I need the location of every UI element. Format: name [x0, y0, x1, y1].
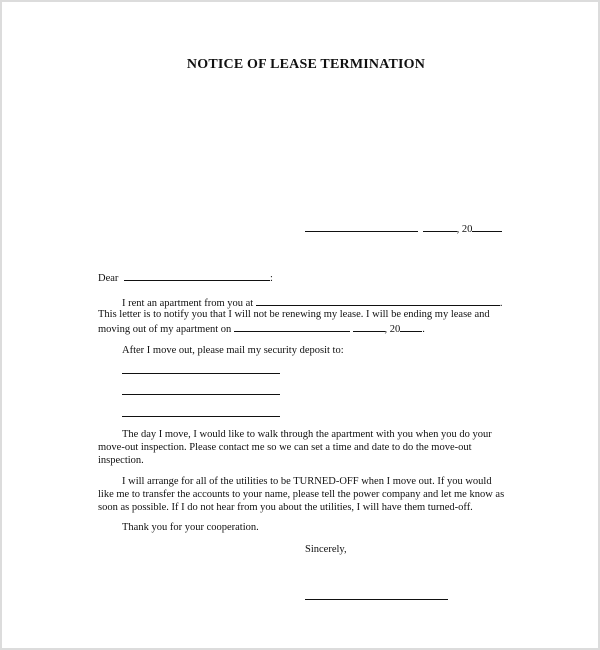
paragraph-1-line-3 — [98, 321, 425, 336]
paragraph-4-line-2: like me to transfer the accounts to your name, please tell the power company and let me know as — [98, 489, 505, 500]
address-blank[interactable] — [256, 295, 500, 306]
paragraph-3-line-1: The day I move, I would like to walk through the apartment with you when you do your — [122, 429, 492, 440]
salutation-label: Dear — [98, 273, 119, 284]
paragraph-4-line-1: I will arrange for all of the utilities to be TURNED-OFF when I move out. If you would — [122, 476, 492, 487]
move-out-year-blank[interactable] — [400, 321, 422, 332]
paragraph-3-line-2: move-out inspection. Please contact me so we can set a time and date to do the move-out — [98, 442, 472, 453]
date-line — [305, 221, 502, 236]
date-year-blank[interactable] — [472, 221, 502, 232]
date-month-blank[interactable] — [305, 221, 418, 232]
signature-line[interactable] — [305, 599, 448, 600]
page-title: NOTICE OF LEASE TERMINATION — [186, 57, 426, 72]
date-year-prefix: , 20 — [456, 224, 473, 235]
salutation-line — [98, 270, 273, 285]
paragraph-5: Thank you for your cooperation. — [122, 522, 259, 533]
salutation-colon: : — [270, 273, 273, 284]
forwarding-address-line-3[interactable] — [122, 416, 280, 417]
paragraph-text: . — [499, 298, 503, 309]
document-page — [2, 2, 598, 648]
date-day-blank[interactable] — [423, 221, 457, 232]
paragraph-2: After I move out, please mail my security deposit to: — [122, 345, 344, 356]
landlord-name-blank[interactable] — [124, 270, 270, 281]
paragraph-4-line-3: soon as possible. If I do not hear from you about the utilities, I will have them turned-off. — [98, 502, 473, 513]
move-out-date-blank[interactable] — [234, 321, 350, 332]
paragraph-text: I rent an apartment from you at — [122, 298, 254, 309]
paragraph-3-line-3: inspection. — [98, 455, 144, 466]
closing: Sincerely, — [305, 544, 347, 555]
paragraph-text: . — [422, 324, 425, 335]
paragraph-text: , 20 — [384, 324, 401, 335]
forwarding-address-line-1[interactable] — [122, 373, 280, 374]
forwarding-address-line-2[interactable] — [122, 394, 280, 395]
paragraph-1-line-2: This letter is to notify you that I will not be renewing my lease. I will be ending my lease and — [98, 309, 490, 320]
move-out-day-blank[interactable] — [353, 321, 385, 332]
paragraph-text: moving out of my apartment on — [98, 324, 232, 335]
